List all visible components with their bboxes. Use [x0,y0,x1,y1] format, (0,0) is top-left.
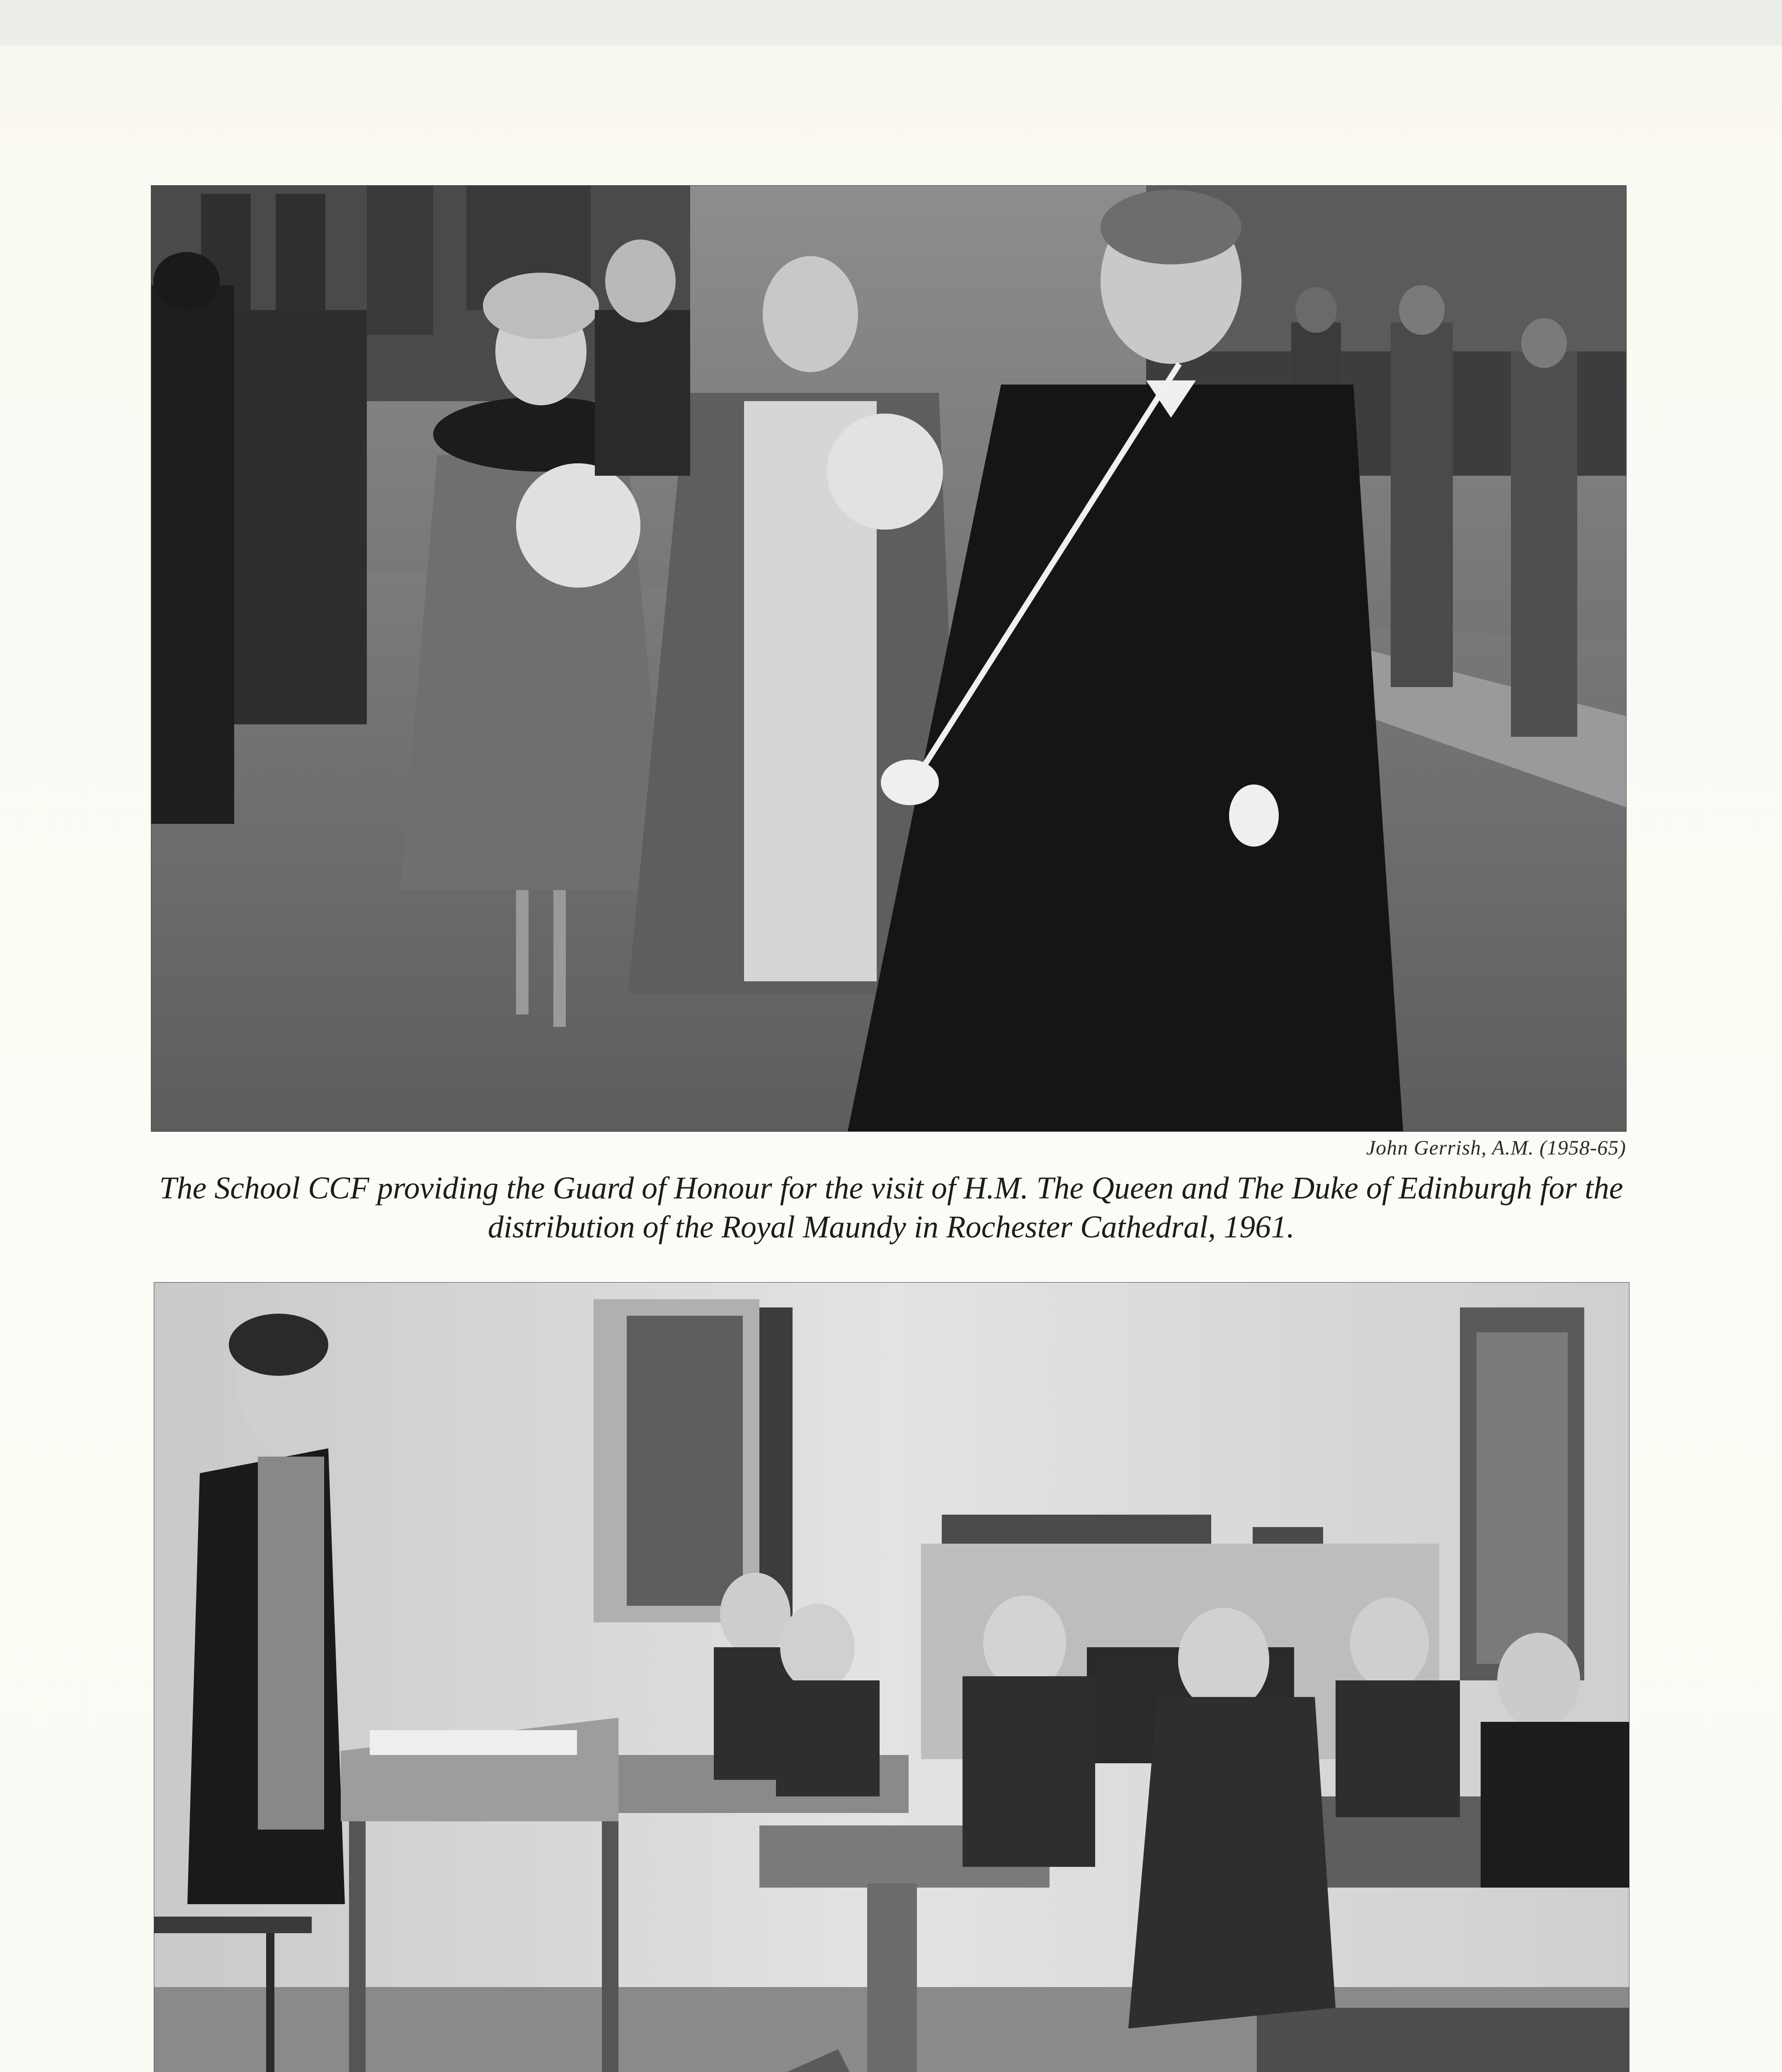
photo-credit: John Gerrish, A.M. (1958-65) [1366,1136,1626,1159]
photo-royal-procession [151,186,1626,1131]
page-top-edge [0,0,1782,46]
photo-classics-lesson [154,1283,1629,2072]
photo-royal-procession-image [151,186,1626,1131]
photo-classics-lesson-image [154,1283,1629,2072]
photo-caption: The School CCF providing the Guard of Honour for the visit of H.M. The Queen and The Duke of Edinburgh for the distribution of the Royal Maundy in Rochester Cathedral, 1961. [159,1171,1623,1244]
